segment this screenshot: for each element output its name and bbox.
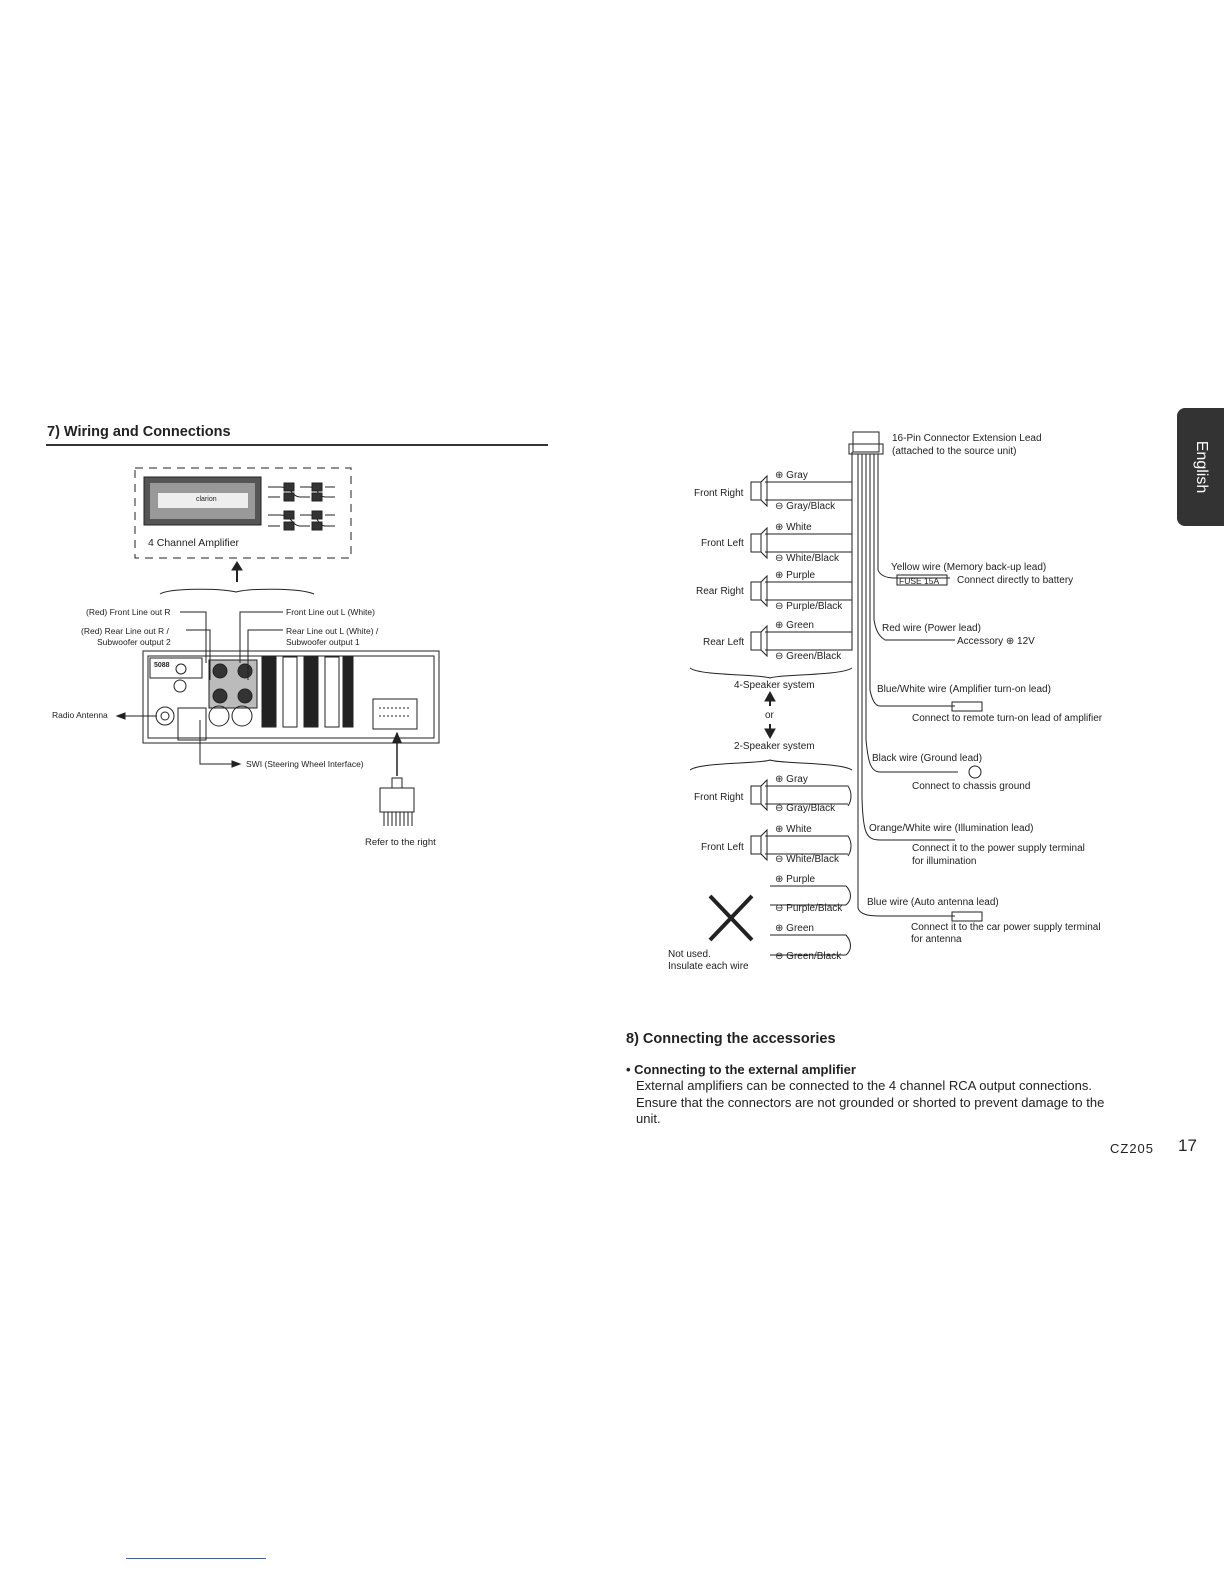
wire2-minus-white-black: ⊖ White/Black <box>775 854 839 865</box>
page-number: 17 <box>1178 1136 1197 1155</box>
system-2-label: 2-Speaker system <box>734 741 815 752</box>
unused-minus-green-black: ⊖ Green/Black <box>775 951 842 962</box>
wire-minus-purple-black: ⊖ Purple/Black <box>775 601 843 612</box>
connector-label-1: 16-Pin Connector Extension Lead <box>892 433 1042 444</box>
orange-wire-note-1: Connect it to the power supply terminal <box>912 843 1085 854</box>
radio-antenna-label: Radio Antenna <box>52 710 108 720</box>
rear-out-r-label-2: Subwoofer output 2 <box>97 637 171 647</box>
wire2-minus-gray-black: ⊖ Gray/Black <box>775 803 836 814</box>
insulate-label: Insulate each wire <box>668 961 749 972</box>
speaker-front-right: Front Right <box>694 488 744 499</box>
plug-connector <box>380 778 414 826</box>
unused-plus-green: ⊕ Green <box>775 923 814 934</box>
wire-plus-green: ⊕ Green <box>775 620 814 631</box>
or-label: or <box>765 710 774 721</box>
rear-out-r-label-1: (Red) Rear Line out R / <box>81 626 169 636</box>
unused-minus-purple-black: ⊖ Purple/Black <box>775 903 843 914</box>
black-wire-note: Connect to chassis ground <box>912 781 1031 792</box>
wire-plus-gray: ⊕ Gray <box>775 470 808 481</box>
wire2-plus-white: ⊕ White <box>775 824 812 835</box>
refer-right-label: Refer to the right <box>365 837 436 848</box>
blue-wire-label: Blue wire (Auto antenna lead) <box>867 897 999 908</box>
rear-out-l-label-1: Rear Line out L (White) / <box>286 626 379 636</box>
not-used-label: Not used. <box>668 949 711 960</box>
body-line-3: unit. <box>636 1111 661 1126</box>
speaker-front-left: Front Left <box>701 538 744 549</box>
wire-plus-white: ⊕ White <box>775 522 812 533</box>
yellow-wire-label: Yellow wire (Memory back-up lead) <box>891 562 1047 573</box>
blue-white-wire-label: Blue/White wire (Amplifier turn-on lead) <box>877 684 1051 695</box>
red-wire-label: Red wire (Power lead) <box>882 623 981 634</box>
language-tab: English <box>1177 408 1224 526</box>
front-out-r-label: (Red) Front Line out R <box>86 607 171 617</box>
blue-white-wire-note: Connect to remote turn-on lead of amplifier <box>912 713 1103 724</box>
front-out-l-label: Front Line out L (White) <box>286 607 375 617</box>
speakers-4-system <box>751 476 767 656</box>
footnote-rule <box>126 1558 266 1559</box>
fuse-label: FUSE 15A <box>899 576 940 586</box>
not-used-x-mark <box>710 896 752 940</box>
wire-minus-green-black: ⊖ Green/Black <box>775 651 842 662</box>
wire-minus-gray-black: ⊖ Gray/Black <box>775 501 836 512</box>
rca-cables <box>268 483 335 530</box>
bullet-heading: • Connecting to the external amplifier <box>626 1062 856 1077</box>
blue-wire-note-2: for antenna <box>911 934 962 945</box>
black-wire-label: Black wire (Ground lead) <box>872 753 983 764</box>
section-7-title: 7) Wiring and Connections <box>47 424 231 440</box>
rca-jacks <box>209 660 257 726</box>
system-4-label: 4-Speaker system <box>734 680 815 691</box>
orange-wire-note-2: for illumination <box>912 856 977 867</box>
body-line-2: Ensure that the connectors are not grounded or shorted to prevent damage to the <box>636 1094 1105 1110</box>
speaker-rear-left: Rear Left <box>703 637 745 648</box>
unused-plus-purple: ⊕ Purple <box>775 874 816 885</box>
rear-out-l-label-2: Subwoofer output 1 <box>286 637 360 647</box>
body-line-1: External amplifiers can be connected to the 4 channel RCA output connections. <box>636 1078 1093 1093</box>
unit-model: 5088 <box>154 662 170 669</box>
section-8-title: 8) Connecting the accessories <box>626 1031 836 1047</box>
wire-minus-white-black: ⊖ White/Black <box>775 553 839 564</box>
speaker2-front-right: Front Right <box>694 792 744 803</box>
amplifier-brand: clarion <box>196 496 217 503</box>
red-wire-note: Accessory ⊕ 12V <box>957 636 1035 647</box>
16-pin-connector <box>853 432 879 452</box>
swi-label: SWI (Steering Wheel Interface) <box>246 759 364 769</box>
yellow-wire-note: Connect directly to battery <box>957 575 1074 586</box>
speaker2-front-left: Front Left <box>701 842 744 853</box>
blue-wire-note-1: Connect it to the car power supply terminal <box>911 922 1101 933</box>
wire-plus-purple: ⊕ Purple <box>775 570 816 581</box>
pin-connector-socket <box>373 699 417 729</box>
wire2-plus-gray: ⊕ Gray <box>775 774 808 785</box>
speaker-rear-right: Rear Right <box>696 586 744 597</box>
footer-model: CZ205 <box>1110 1141 1155 1156</box>
speakers-2-system <box>751 780 767 860</box>
amplifier-label: 4 Channel Amplifier <box>148 537 240 549</box>
orange-wire-label: Orange/White wire (Illumination lead) <box>869 823 1034 834</box>
connector-label-2: (attached to the source unit) <box>892 446 1017 457</box>
